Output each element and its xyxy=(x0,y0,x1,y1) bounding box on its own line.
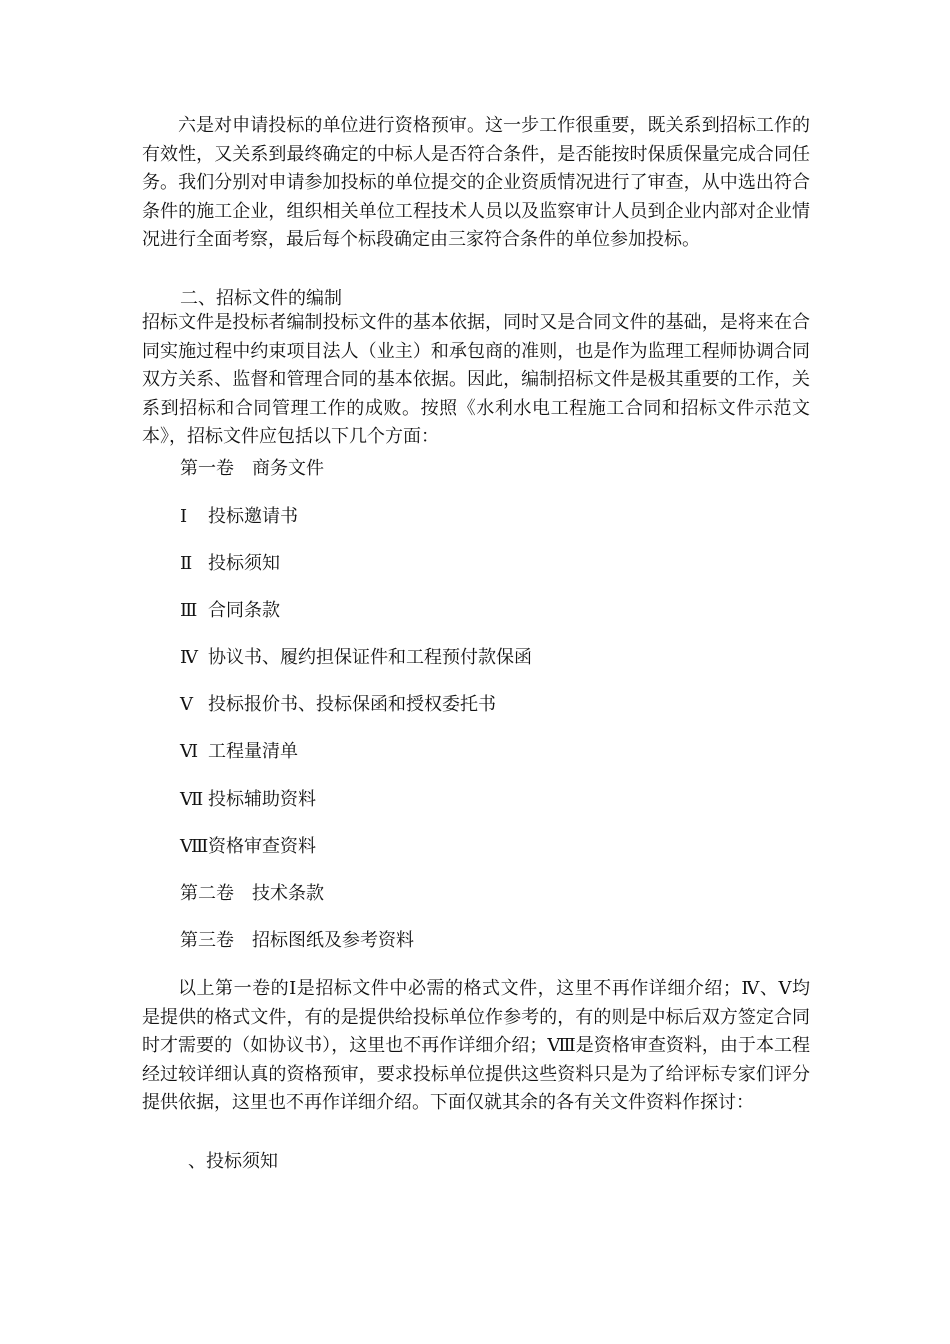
list-item-number: Ⅵ xyxy=(180,741,199,762)
list-item-text: 投标邀请书 xyxy=(208,506,298,527)
list-item-number: Ⅱ xyxy=(180,553,193,574)
volume-2-title: 技术条款 xyxy=(252,883,324,904)
volume-3-title: 招标图纸及参考资料 xyxy=(252,930,414,951)
list-item-text: 协议书、履约担保证件和工程预付款保函 xyxy=(208,647,532,668)
list-item-number: Ⅴ xyxy=(180,694,193,715)
list-item-number: Ⅲ xyxy=(180,600,198,621)
list-item xyxy=(180,835,316,859)
list-item xyxy=(180,505,298,529)
list-item xyxy=(180,788,316,812)
volume-3-label: 第三卷 xyxy=(180,930,234,951)
list-item-text: 资格审查资料 xyxy=(208,836,316,857)
list-item xyxy=(180,693,496,717)
paragraph-volume-notes: 以上第一卷的Ⅰ是招标文件中必需的格式文件，这里不再作详细介绍；Ⅳ、Ⅴ均是提供的格式文件，有的是提供给投标单位作参考的，有的则是中标后双方签定合同时才需要的（如协议书），这里也不再作详细介绍；Ⅷ是资格审查资料，由于本工程经过较详细认真的资格预审，要求投标单位提供这些资料只是为了给评标专家们评分提供依据，这里也不再作详细介绍。下面仅就其余的各有关文件资料作探讨： xyxy=(142,978,810,1114)
list-item-number: Ⅷ xyxy=(180,836,209,857)
list-item-number: Ⅰ xyxy=(180,506,188,527)
subsection-heading-bidder-instructions: 、投标须知 xyxy=(188,1151,278,1172)
volume-1-heading xyxy=(180,457,324,481)
volume-1-title: 商务文件 xyxy=(252,458,324,479)
list-item xyxy=(180,552,280,576)
list-item-number: Ⅳ xyxy=(180,647,198,668)
section-heading-tender-docs: 二、招标文件的编制 xyxy=(180,288,342,309)
list-item-number: Ⅶ xyxy=(180,789,204,810)
list-item-text: 合同条款 xyxy=(208,600,280,621)
list-item xyxy=(180,599,280,623)
volume-3-heading xyxy=(180,929,414,953)
list-item-text: 投标辅助资料 xyxy=(208,789,316,810)
list-item-text: 投标须知 xyxy=(208,553,280,574)
volume-2-label: 第二卷 xyxy=(180,883,234,904)
list-item-text: 工程量清单 xyxy=(208,741,298,762)
volume-2-heading xyxy=(180,882,324,906)
paragraph-prequalification: 六是对申请投标的单位进行资格预审。这一步工作很重要，既关系到招标工作的有效性，又关系到最终确定的中标人是否符合条件，是否能按时保质保量完成合同任务。我们分别对申请参加投标的单位提交的企业资质情况进行了审查，从中选出符合条件的施工企业，组织相关单位工程技术人员以及监察审计人员到企业内部对企业情况进行全面考察，最后每个标段确定由三家符合条件的单位参加投标。 xyxy=(142,115,810,251)
list-item-text: 投标报价书、投标保函和授权委托书 xyxy=(208,694,496,715)
list-item xyxy=(180,740,298,764)
volume-1-label: 第一卷 xyxy=(180,458,234,479)
list-item xyxy=(180,646,532,670)
paragraph-tender-docs: 招标文件是投标者编制投标文件的基本依据，同时又是合同文件的基础，是将来在合同实施过程中约束项目法人（业主）和承包商的准则，也是作为监理工程师协调合同双方关系、监督和管理合同的基本依据。因此，编制招标文件是极其重要的工作，关系到招标和合同管理工作的成败。按照《水利水电工程施工合同和招标文件示范文本》，招标文件应包括以下几个方面： xyxy=(142,312,810,448)
